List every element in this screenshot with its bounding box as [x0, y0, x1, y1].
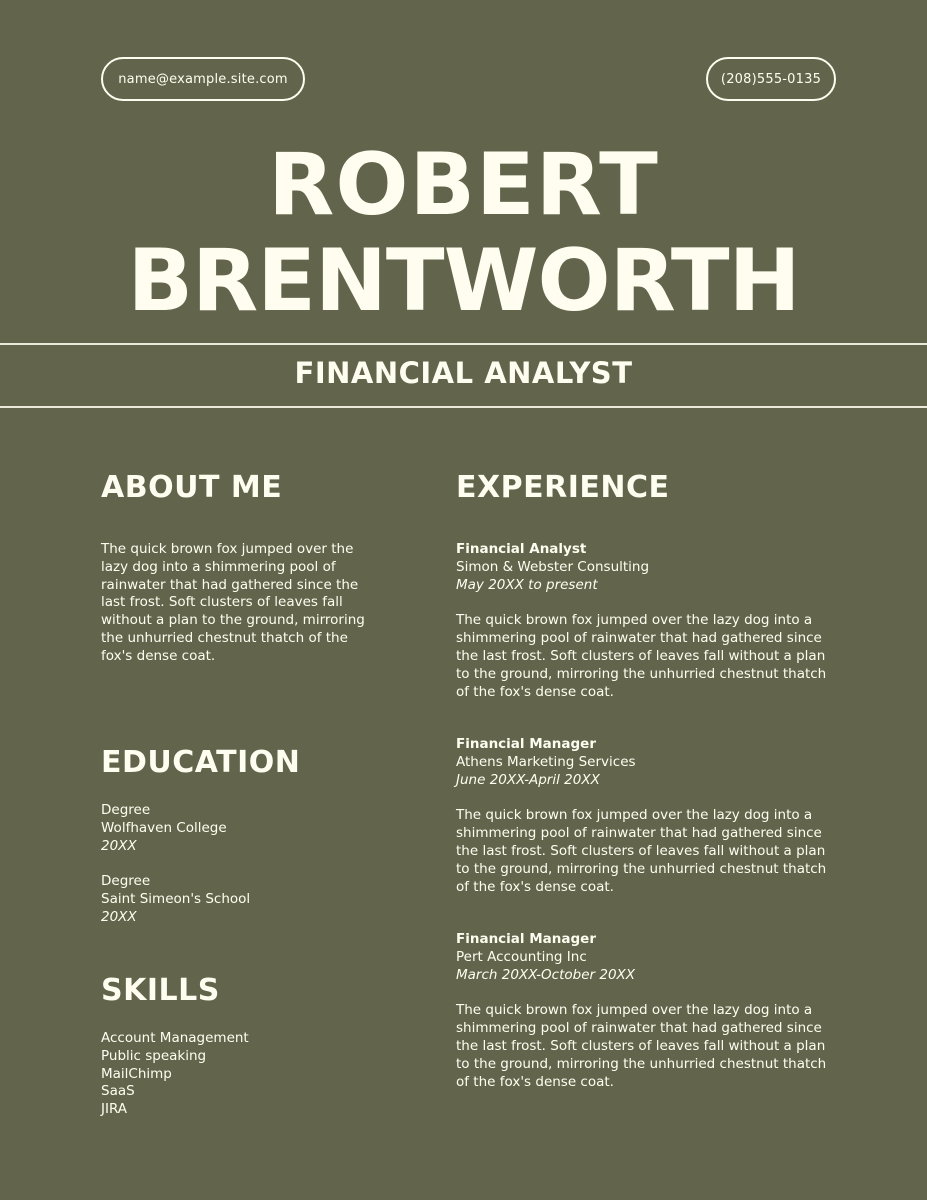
experience-heading: EXPERIENCE — [456, 470, 670, 505]
email-text: name@example.site.com — [118, 71, 288, 87]
experience-role: Financial Manager — [456, 931, 596, 947]
about-heading: ABOUT ME — [101, 470, 283, 505]
education-school: Wolfhaven College — [101, 819, 227, 836]
first-name: ROBERT — [268, 135, 659, 235]
experience-company: Pert Accounting Inc — [456, 948, 587, 965]
experience-entry — [456, 736, 841, 896]
skill-item: MailChimp — [101, 1065, 172, 1082]
education-item — [101, 802, 401, 855]
experience-company: Simon & Webster Consulting — [456, 558, 650, 575]
experience-dates: June 20XX-April 20XX — [456, 771, 600, 788]
education-year: 20XX — [101, 908, 137, 925]
title-divider-top — [0, 343, 927, 345]
experience-entry — [456, 931, 841, 1091]
title-divider-bottom — [0, 406, 927, 408]
education-year: 20XX — [101, 837, 137, 854]
job-title: FINANCIAL ANALYST — [294, 356, 633, 390]
experience-description: The quick brown fox jumped over the lazy dog into a shimmering pool of rainwater that had gathered since the last frost. Soft clusters of leaves fall without a plan to the ground, mirroring the unhurried chestnut thatch of the fox's dense coat. — [456, 612, 827, 700]
skill-item: SaaS — [101, 1083, 135, 1100]
education-degree: Degree — [101, 802, 151, 818]
skill-item: Account Management — [101, 1030, 249, 1046]
skill-item: Public speaking — [101, 1047, 207, 1064]
email-pill[interactable] — [101, 57, 305, 101]
skills-heading: SKILLS — [101, 973, 220, 1008]
experience-dates: March 20XX-October 20XX — [456, 966, 636, 983]
phone-text: (208)555-0135 — [720, 71, 822, 87]
education-school: Saint Simeon's School — [101, 890, 251, 907]
experience-role: Financial Analyst — [456, 541, 587, 557]
education-degree: Degree — [101, 873, 151, 889]
experience-dates: May 20XX to present — [456, 576, 598, 593]
skills-list — [101, 1030, 249, 1119]
experience-description: The quick brown fox jumped over the lazy dog into a shimmering pool of rainwater that had gathered since the last frost. Soft clusters of leaves fall without a plan to the ground, mirroring the unhurried chestnut thatch of the fox's dense coat. — [456, 1002, 827, 1090]
skill-item: JIRA — [101, 1101, 128, 1118]
education-item — [101, 873, 401, 926]
about-text: The quick brown fox jumped over the lazy dog into a shimmering pool of rainwater that had gathered since the last frost. Soft clusters of leaves fall without a plan to the ground, mirroring the unhurried chestnut thatch of the fox's dense coat. — [101, 541, 365, 664]
experience-entry — [456, 541, 841, 701]
experience-role: Financial Manager — [456, 736, 596, 752]
phone-pill[interactable] — [706, 57, 836, 101]
last-name: BRENTWORTH — [127, 231, 800, 331]
education-heading: EDUCATION — [101, 745, 301, 780]
experience-company: Athens Marketing Services — [456, 753, 636, 770]
experience-description: The quick brown fox jumped over the lazy dog into a shimmering pool of rainwater that had gathered since the last frost. Soft clusters of leaves fall without a plan to the ground, mirroring the unhurried chestnut thatch of the fox's dense coat. — [456, 807, 827, 895]
